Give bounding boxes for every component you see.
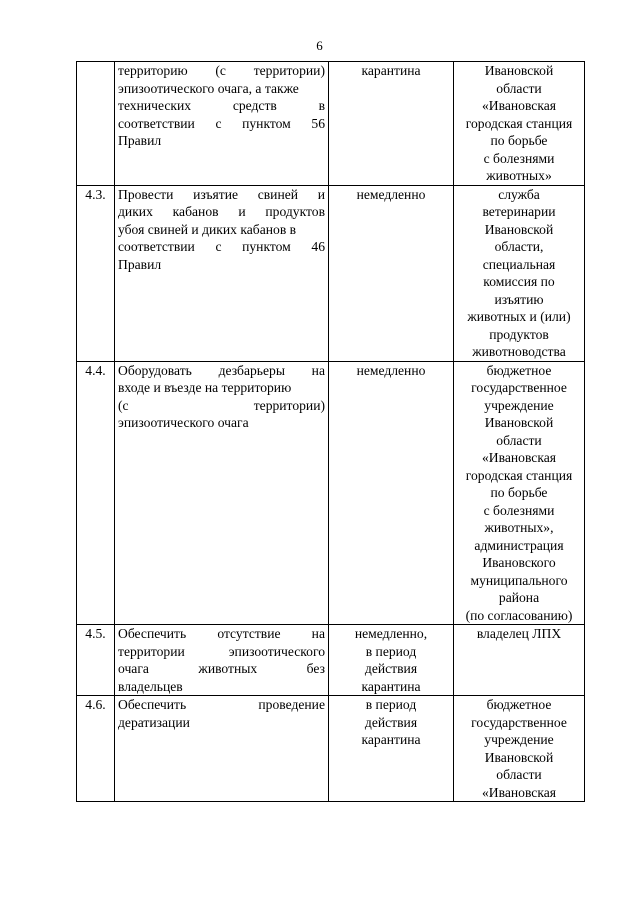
- responsible-cell: [454, 625, 585, 696]
- row-number: [77, 62, 115, 186]
- responsible-line: ветеринарии: [482, 204, 556, 219]
- term-cell: [329, 625, 454, 696]
- action-line: соответствии с пунктом 56: [118, 115, 325, 131]
- row-number: 4.4.: [77, 361, 115, 625]
- term-cell: [329, 361, 454, 625]
- responsible-line: Ивановской: [484, 221, 554, 237]
- responsible-line: животных»,: [484, 520, 554, 535]
- action-cell: [115, 185, 329, 361]
- responsible-line: животных»: [486, 168, 552, 183]
- action-line: дератизации: [118, 714, 190, 730]
- action-line: соответствии с пунктом 46: [118, 239, 325, 254]
- term-line: немедленно: [356, 362, 426, 378]
- responsible-line: городская станция: [465, 467, 573, 483]
- row-number: 4.6.: [77, 696, 115, 802]
- responsible-line: с болезнями: [483, 150, 555, 166]
- responsible-line: муниципального: [470, 572, 568, 588]
- term-cell: [329, 185, 454, 361]
- responsible-line: по борьбе: [490, 485, 548, 500]
- term-line: действия: [364, 714, 418, 730]
- responsible-cell: [454, 62, 585, 186]
- responsible-line: администрация: [474, 537, 564, 553]
- table-row: [77, 696, 585, 802]
- table-row: [77, 361, 585, 625]
- responsible-line: учреждение: [484, 397, 554, 413]
- action-line: технических средств в: [118, 98, 325, 113]
- action-line: Правил: [118, 256, 162, 272]
- table-row: [77, 185, 585, 361]
- responsible-line: Ивановской: [484, 749, 554, 765]
- action-line: Правил: [118, 133, 162, 148]
- responsible-line: области: [496, 80, 542, 96]
- responsible-cell: [454, 185, 585, 361]
- responsible-line: изъятию: [494, 291, 544, 307]
- responsible-cell: [454, 696, 585, 802]
- term-cell: [329, 62, 454, 186]
- action-line: Обеспечить проведение: [118, 697, 325, 712]
- row-number: 4.3.: [77, 185, 115, 361]
- term-line: действия: [364, 661, 418, 676]
- responsible-line: «Ивановская: [481, 98, 556, 113]
- action-line: территорию (с территории): [118, 63, 325, 78]
- responsible-line: животноводства: [472, 344, 566, 359]
- term-line: карантина: [361, 732, 421, 747]
- responsible-cell: [454, 361, 585, 625]
- responsible-line: района: [498, 590, 540, 605]
- responsible-line: специальная: [482, 256, 556, 272]
- action-line: Провести изъятие свиней и: [118, 186, 325, 202]
- responsible-line: животных и (или): [467, 309, 571, 324]
- responsible-line: Ивановского: [482, 555, 556, 570]
- responsible-line: бюджетное: [486, 697, 552, 712]
- term-line: немедленно,: [354, 626, 428, 641]
- row-number: 4.5.: [77, 625, 115, 696]
- action-line: входе и въезде на территорию: [118, 380, 292, 395]
- term-cell: [329, 696, 454, 802]
- action-line: Оборудовать дезбарьеры на: [118, 362, 325, 378]
- action-line: диких кабанов и продуктов: [118, 204, 325, 219]
- responsible-line: городская станция: [465, 115, 573, 131]
- responsible-line: учреждение: [484, 732, 554, 747]
- action-line: (с территории): [118, 397, 325, 413]
- action-cell: [115, 62, 329, 186]
- responsible-line: области: [496, 767, 542, 782]
- responsible-line: «Ивановская: [481, 450, 556, 465]
- table-row: [77, 62, 585, 186]
- term-line: в период: [365, 643, 417, 659]
- action-cell: [115, 361, 329, 625]
- responsible-line: Ивановской: [484, 63, 554, 78]
- term-line: в период: [365, 697, 417, 712]
- responsible-line: области,: [494, 239, 544, 254]
- responsible-line: бюджетное: [486, 362, 552, 378]
- responsible-line: «Ивановская: [481, 784, 556, 800]
- term-line: немедленно: [356, 186, 426, 202]
- responsible-line: служба: [498, 186, 540, 202]
- responsible-line: владелец ЛПХ: [476, 626, 562, 641]
- responsible-line: Ивановской: [484, 415, 554, 430]
- action-line: Обеспечить отсутствие на: [118, 626, 325, 641]
- responsible-line: области: [496, 432, 542, 448]
- responsible-line: с болезнями: [483, 502, 555, 518]
- responsible-line: комиссия по: [483, 274, 555, 289]
- table-row: [77, 625, 585, 696]
- responsible-line: продуктов: [489, 326, 549, 342]
- action-line: территории эпизоотического: [118, 643, 325, 659]
- action-cell: [115, 625, 329, 696]
- term-line: карантина: [361, 63, 421, 78]
- page-number: 6: [316, 38, 323, 53]
- action-line: убоя свиней и диких кабанов в: [118, 221, 297, 237]
- responsible-line: государственное: [471, 380, 567, 395]
- action-cell: [115, 696, 329, 802]
- action-line: эпизоотического очага, а также: [118, 80, 299, 96]
- measures-table: [76, 61, 585, 802]
- term-line: карантина: [361, 678, 421, 694]
- action-line: эпизоотического очага: [118, 415, 249, 430]
- action-line: очага животных без: [118, 661, 325, 676]
- responsible-line: по борьбе: [490, 133, 548, 148]
- responsible-line: (по согласованию): [465, 607, 573, 623]
- action-line: владельцев: [118, 678, 183, 694]
- responsible-line: государственное: [471, 714, 567, 730]
